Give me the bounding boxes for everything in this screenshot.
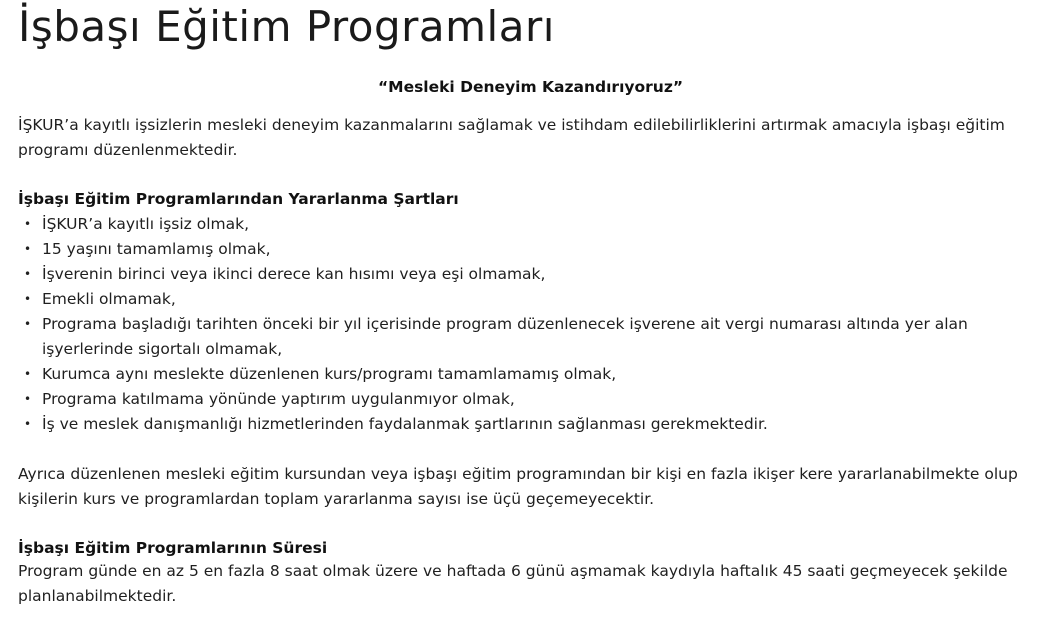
additional-paragraph: Ayrıca düzenlenen mesleki eğitim kursundan veya işbaşı eğitim programından bir kişi en fazla ikişer kere yararlanabilmekte olup kişilerin kurs ve programlardan toplam yararlanma sayısı ise üçü geçemeyecektir. [18,465,1018,508]
list-item [24,287,1043,312]
list-item-text: İş ve meslek danışmanlığı hizmetlerinden faydalanmak şartlarının sağlanması gerekmektedir. [42,415,768,433]
bullet-icon: • [24,217,32,231]
bullet-icon: • [24,417,32,431]
bullet-icon: • [24,267,32,281]
list-item-text: İşverenin birinci veya ikinci derece kan hısımı veya eşi olmamak, [42,265,546,283]
list-item [24,312,1043,362]
bullet-icon: • [24,317,32,331]
bullet-icon: • [24,367,32,381]
bullet-icon: • [24,292,32,306]
conditions-heading: İşbaşı Eğitim Programlarından Yararlanma Şartları [18,190,459,208]
slogan: “Mesleki Deneyim Kazandırıyoruz” [377,78,684,96]
list-item-text: Emekli olmamak, [42,290,176,308]
list-item [24,387,1043,412]
conditions-list [18,212,1043,437]
list-item-text: İŞKUR’a kayıtlı işsiz olmak, [42,215,250,233]
list-item-text: Programa katılmama yönünde yaptırım uygulanmıyor olmak, [42,390,515,408]
list-item-text: Kurumca aynı meslekte düzenlenen kurs/programı tamamlamamış olmak, [42,365,617,383]
page-title: İşbaşı Eğitim Programları [18,2,555,51]
bullet-icon: • [24,392,32,406]
list-item [24,362,1043,387]
list-item [24,212,1043,237]
duration-paragraph: Program günde en az 5 en fazla 8 saat olmak üzere ve haftada 6 günü aşmamak kaydıyla haftalık 45 saati geçmeyecek şekilde planlanabilmektedir. [18,562,1008,605]
intro-paragraph: İŞKUR’a kayıtlı işsizlerin mesleki deneyim kazanmalarını sağlamak ve istihdam edilebilirliklerini artırmak amacıyla işbaşı eğitim programı düzenlenmektedir. [18,116,1005,159]
list-item [24,412,1043,437]
list-item-text: 15 yaşını tamamlamış olmak, [42,240,271,258]
list-item [24,262,1043,287]
list-item [24,237,1043,262]
duration-heading: İşbaşı Eğitim Programlarının Süresi [18,539,328,557]
bullet-icon: • [24,242,32,256]
list-item-text: Programa başladığı tarihten önceki bir yıl içerisinde program düzenlenecek işverene ait vergi numarası altında yer alan işyerlerinde sigortalı olmamak, [42,315,968,358]
